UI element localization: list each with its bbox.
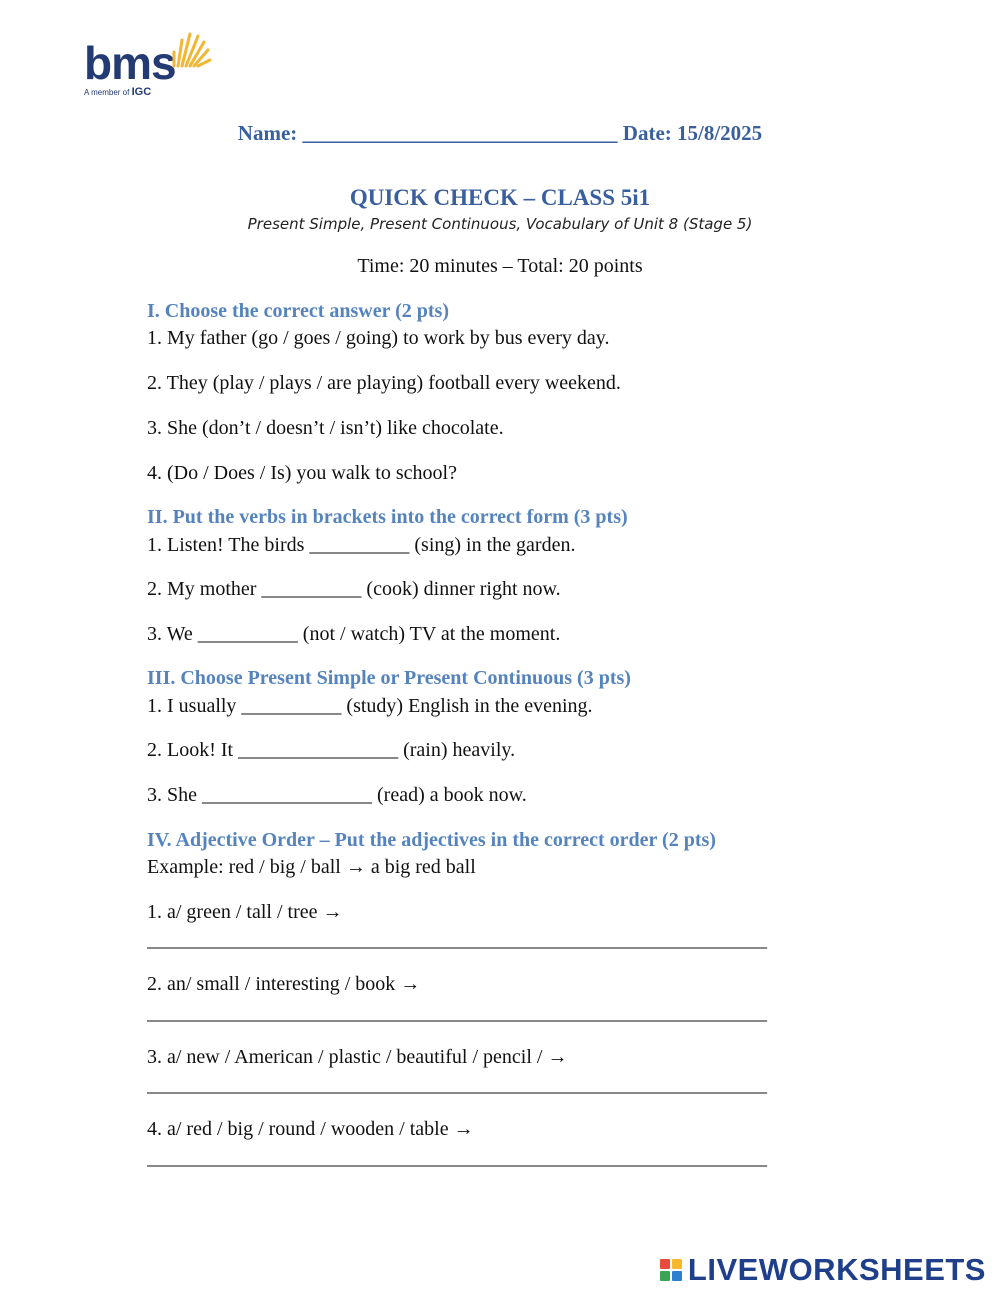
sun-icon (168, 30, 212, 70)
liveworksheets-icon (660, 1259, 682, 1281)
section-3-heading: III. Choose Present Simple or Present Continuous (3 pts) (147, 667, 631, 689)
question-2-3[interactable]: 3. We __________ (not / watch) TV at the moment. (147, 623, 561, 645)
question-4-2: 2. an/ small / interesting / book → (147, 973, 421, 995)
question-1-4[interactable]: 4. (Do / Does / Is) you walk to school? (147, 462, 457, 484)
bms-logo (84, 30, 214, 102)
question-3-1[interactable]: 1. I usually __________ (study) English in the evening. (147, 695, 593, 717)
answer-line-4-4[interactable]: ______________________________________________________________ (147, 1147, 767, 1169)
logo-member-line (84, 86, 151, 98)
question-1-1[interactable]: 1. My father (go / goes / going) to work by bus every day. (147, 327, 610, 349)
name-date-line (0, 121, 1000, 146)
section-1-heading: I. Choose the correct answer (2 pts) (147, 300, 449, 322)
question-4-4: 4. a/ red / big / round / wooden / table → (147, 1118, 474, 1140)
liveworksheets-logo (660, 1252, 986, 1288)
answer-line-4-2[interactable]: ______________________________________________________________ (147, 1002, 767, 1024)
section-4-heading: IV. Adjective Order – Put the adjectives in the correct order (2 pts) (147, 829, 716, 851)
section-2-heading: II. Put the verbs in brackets into the correct form (3 pts) (147, 506, 628, 528)
question-3-3[interactable]: 3. She _________________ (read) a book now. (147, 784, 527, 806)
question-4-1: 1. a/ green / tall / tree → (147, 901, 343, 923)
question-2-2[interactable]: 2. My mother __________ (cook) dinner right now. (147, 578, 561, 600)
name-label: Name: (237, 121, 298, 145)
answer-line-4-1[interactable]: ______________________________________________________________ (147, 929, 767, 951)
question-4-3: 3. a/ new / American / plastic / beautiful / pencil / → (147, 1046, 568, 1068)
question-1-3[interactable]: 3. She (don’t / doesn’t / isn’t) like chocolate. (147, 417, 504, 439)
question-3-2[interactable]: 2. Look! It ________________ (rain) heavily. (147, 739, 516, 761)
name-blank[interactable]: ______________________________ (302, 121, 618, 145)
logo-wordmark: bms (84, 37, 176, 89)
liveworksheets-wordmark: LIVEWORKSHEETS (687, 1252, 986, 1287)
logo-member-text: A member of (84, 88, 130, 97)
logo-member-brand: IGC (131, 86, 152, 98)
page-subtitle: Present Simple, Present Continuous, Vocabulary of Unit 8 (Stage 5) (247, 215, 753, 233)
time-info: Time: 20 minutes – Total: 20 points (357, 255, 643, 277)
question-2-1[interactable]: 1. Listen! The birds __________ (sing) in the garden. (147, 534, 576, 556)
answer-line-4-3[interactable]: ______________________________________________________________ (147, 1074, 767, 1096)
section-4-example: Example: red / big / ball → a big red ball (147, 856, 476, 878)
page-title: QUICK CHECK – CLASS 5i1 (349, 185, 651, 210)
question-1-2[interactable]: 2. They (play / plays / are playing) football every weekend. (147, 372, 621, 394)
date-label: Date: 15/8/2025 (622, 121, 763, 145)
